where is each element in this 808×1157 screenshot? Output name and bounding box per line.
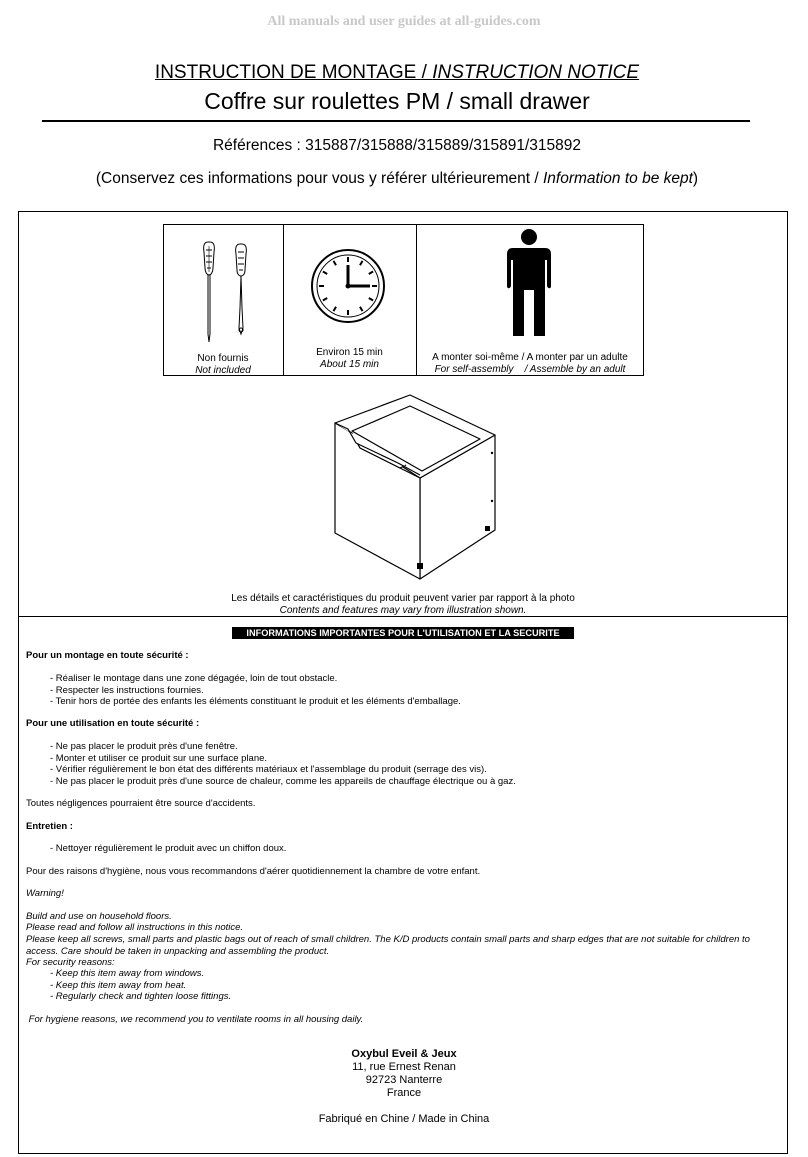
warning-label: Warning! [26,888,64,899]
use-item: - Vérifier régulièrement le bon état des différents matériaux et l'assemblage du produit (serrage des vis). [50,764,487,775]
photo-note-fr: Les détails et caractéristiques du produit peuvent varier par rapport à la photo [231,593,575,604]
en-line: For security reasons: [26,957,115,968]
people-caption-fr: A monter soi-même / A monter par un adulte [432,352,628,363]
tools-caption-en: Not included [195,365,251,376]
en-line: Please read and follow all instructions in this notice. [26,922,244,933]
title-en: INSTRUCTION NOTICE [432,62,640,83]
keep-en: Information to be kept [543,170,693,187]
use-item: - Ne pas placer le produit près d'une source de chaleur, comme les appareils de chauffage électrique ou à gaz. [50,776,516,787]
header-rule [42,120,750,122]
people-caption-en: For self-assembly / Assemble by an adult [434,364,626,375]
tools-caption-fr: Non fournis [197,353,249,364]
photo-note-en: Contents and features may vary from illustration shown. [279,604,527,616]
mount-item: - Tenir hors de portée des enfants les éléments constituant le produit et les éléments d'emballage. [50,696,461,707]
watermark: All manuals and user guides at all-guides.com [267,14,541,29]
use-item: - Ne pas placer le produit près d'une fenêtre. [50,741,238,752]
screwdrivers-icon [196,238,260,346]
mount-item: - Réaliser le montage dans une zone dégagée, loin de tout obstacle. [50,673,338,684]
title-fr: INSTRUCTION DE MONTAGE / [154,62,433,83]
company-city: 92723 Nanterre [365,1074,443,1086]
mount-item: - Respecter les instructions fournies. [50,685,204,696]
time-caption-fr: Environ 15 min [316,347,383,358]
keep-fr: (Conservez ces informations pour vous y référer ultérieurement / [95,170,543,187]
made-in: Fabriqué en Chine / Made in China [318,1113,490,1125]
people-caption [416,352,644,376]
hygiene-en: For hygiene reasons, we recommend you to ventilate rooms in all housing daily. [26,1014,364,1025]
photo-note [18,593,788,616]
company-street: 11, rue Ernest Renan [352,1061,456,1073]
document-title [0,62,794,84]
company-country: France [386,1087,422,1099]
section-divider [18,616,788,617]
references: Références : 315887/315888/315889/315891/315892 [212,137,582,154]
care-heading: Entretien : [26,821,73,832]
en-item: - Regularly check and tighten loose fittings. [50,991,232,1002]
person-icon [503,228,555,338]
clock-icon [310,248,386,324]
keep-close: ) [692,170,699,187]
time-caption-en: About 15 min [320,359,379,370]
care-item: - Nettoyer régulièrement le produit avec un chiffon doux. [50,843,287,854]
en-line: Please keep all screws, small parts and plastic bags out of reach of small children. The K/D products contain small parts and sharp edges that are not suitable for children to access. Care should be taken in unpacking and assembling the product. [26,934,750,957]
mount-heading: Pour un montage en toute sécurité : [26,650,189,661]
en-item: - Keep this item away from windows. [50,968,205,979]
use-item: - Monter et utiliser ce produit sur une surface plane. [50,753,268,764]
drawer-box-illustration [330,393,500,583]
safety-banner: INFORMATIONS IMPORTANTES POUR L'UTILISATION ET LA SECURITE [232,627,574,639]
product-name: Coffre sur roulettes PM / small drawer [204,88,590,114]
company-name: Oxybul Eveil & Jeux [351,1048,457,1060]
en-item: - Keep this item away from heat. [50,980,187,991]
tools-caption [163,353,283,377]
hygiene-fr: Pour des raisons d'hygiène, nous vous recommandons d'aérer quotidiennement la chambre de votre enfant. [26,866,481,877]
use-heading: Pour une utilisation en toute sécurité : [26,718,200,729]
en-line: Build and use on household floors. [26,911,172,922]
keep-notice [0,170,794,188]
time-caption [283,347,416,371]
negligence-note: Toutes négligences pourraient être source d'accidents. [26,798,256,809]
